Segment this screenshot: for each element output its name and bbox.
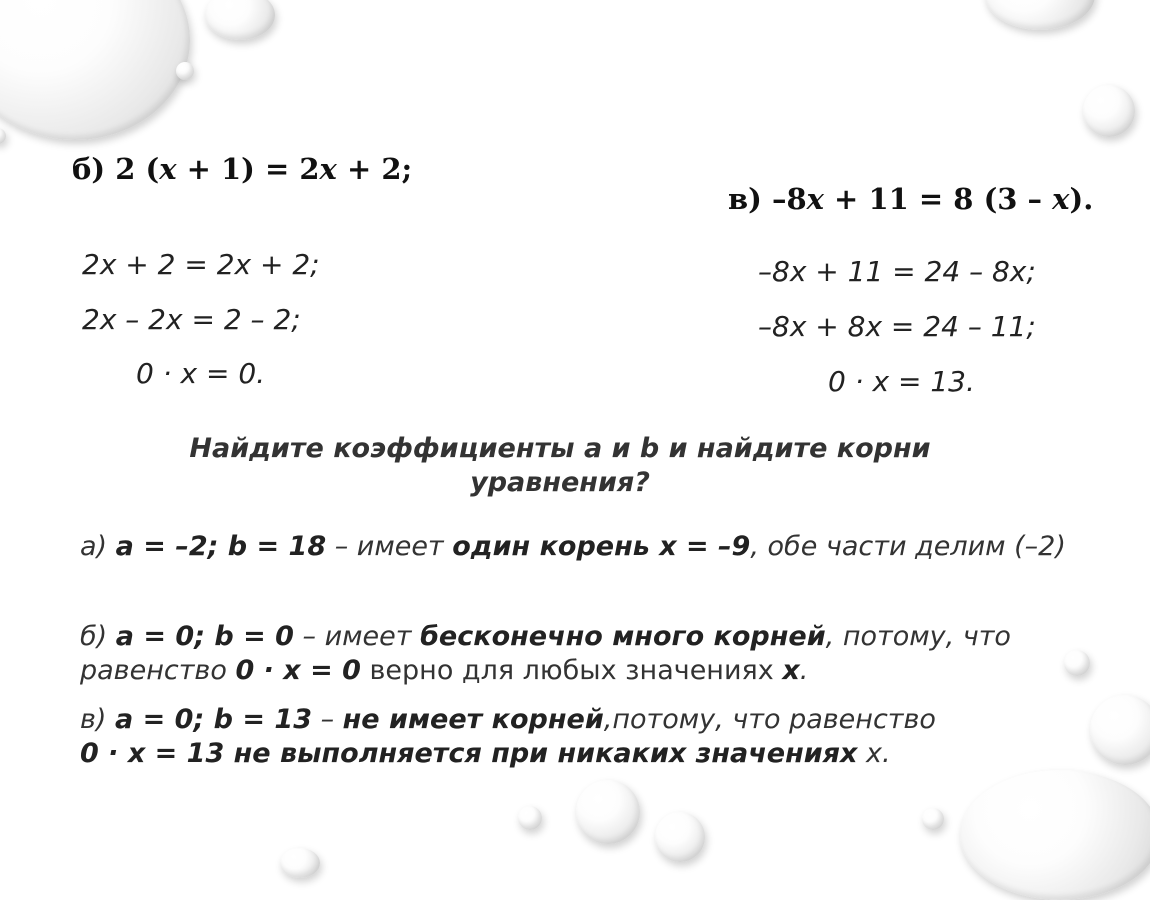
- answer-b-part5: .: [799, 655, 809, 686]
- answer-a-root: один корень х = –9: [452, 531, 751, 562]
- equation-b-step-3: 0 · x = 0.: [136, 357, 266, 390]
- equation-v-step-1: –8x + 11 = 24 – 8x;: [758, 255, 1036, 288]
- water-drop-decoration: [1090, 695, 1150, 765]
- answer-v-coefficients: a = 0; b = 13: [115, 704, 312, 735]
- equation-v-var2: x: [1052, 182, 1070, 216]
- equation-b-label: б): [72, 152, 106, 186]
- water-drop-decoration: [0, 128, 6, 144]
- equation-b-step-1: 2x + 2 = 2x + 2;: [82, 248, 320, 281]
- answer-v-part3: ,потому, что равенство: [603, 704, 936, 735]
- equation-v-heading: [728, 182, 1093, 216]
- water-drop-decoration: [518, 806, 542, 830]
- equation-v-mid: + 11 = 8 (3 –: [823, 182, 1053, 216]
- answer-v: [80, 703, 940, 771]
- answer-b-part4: верно для любых значениях: [360, 655, 783, 686]
- water-drop-decoration: [960, 770, 1150, 900]
- water-drop-decoration: [655, 812, 705, 862]
- equation-b-var2: x: [319, 152, 337, 186]
- answer-a-part3: , обе части делим (–2): [750, 531, 1066, 562]
- answer-b-roots: бесконечно много корней: [420, 621, 826, 652]
- water-drop-decoration: [985, 0, 1095, 30]
- equation-v-var1: x: [806, 182, 824, 216]
- answer-b-part1: б): [80, 621, 116, 652]
- equation-v-left: –8: [761, 182, 807, 216]
- answer-a-coefficients: a = –2; b = 18: [115, 531, 327, 562]
- answer-b-part3: , потому, что равенство: [80, 621, 1011, 686]
- equation-b-step-2: 2x – 2x = 2 – 2;: [82, 303, 301, 336]
- answer-a-part2: – имеет: [326, 531, 453, 562]
- answer-b-part2: – имеет: [293, 621, 421, 652]
- answer-v-part1: в): [80, 704, 116, 735]
- answer-b-equality: 0 · х = 0: [235, 655, 361, 686]
- equation-v-tail: ).: [1069, 182, 1094, 216]
- water-drop-decoration: [922, 808, 944, 830]
- water-drop-decoration: [1083, 85, 1135, 137]
- answer-v-no-roots: не имеет корней: [342, 704, 604, 735]
- water-drop-decoration: [176, 62, 194, 80]
- answer-b-var: х: [782, 655, 800, 686]
- water-drop-decoration: [280, 848, 320, 878]
- answer-v-part4: х.: [857, 738, 891, 769]
- answer-b: [80, 620, 1080, 688]
- answer-v-part2: –: [311, 704, 343, 735]
- water-drop-decoration: [576, 780, 640, 844]
- equation-b-left: 2 (: [115, 152, 160, 186]
- water-drop-decoration: [0, 0, 190, 140]
- equation-b-var1: x: [159, 152, 177, 186]
- answer-a-part1: а): [80, 531, 116, 562]
- equation-v-label: в): [728, 182, 762, 216]
- equation-b-mid: + 1) = 2: [176, 152, 320, 186]
- answer-a: [80, 530, 1120, 564]
- question-text: Найдите коэффициенты a и b и найдите корни уравнения?: [189, 433, 931, 498]
- equation-b-tail: + 2;: [336, 152, 413, 186]
- equation-b-heading: [72, 152, 412, 186]
- water-drop-decoration: [205, 0, 275, 40]
- answer-b-coefficients: a = 0; b = 0: [115, 621, 294, 652]
- equation-v-step-3: 0 · x = 13.: [828, 365, 975, 398]
- equation-v-step-2: –8x + 8x = 24 – 11;: [758, 310, 1036, 343]
- answer-v-equality: 0 · х = 13 не выполняется при никаких значениях: [80, 738, 858, 769]
